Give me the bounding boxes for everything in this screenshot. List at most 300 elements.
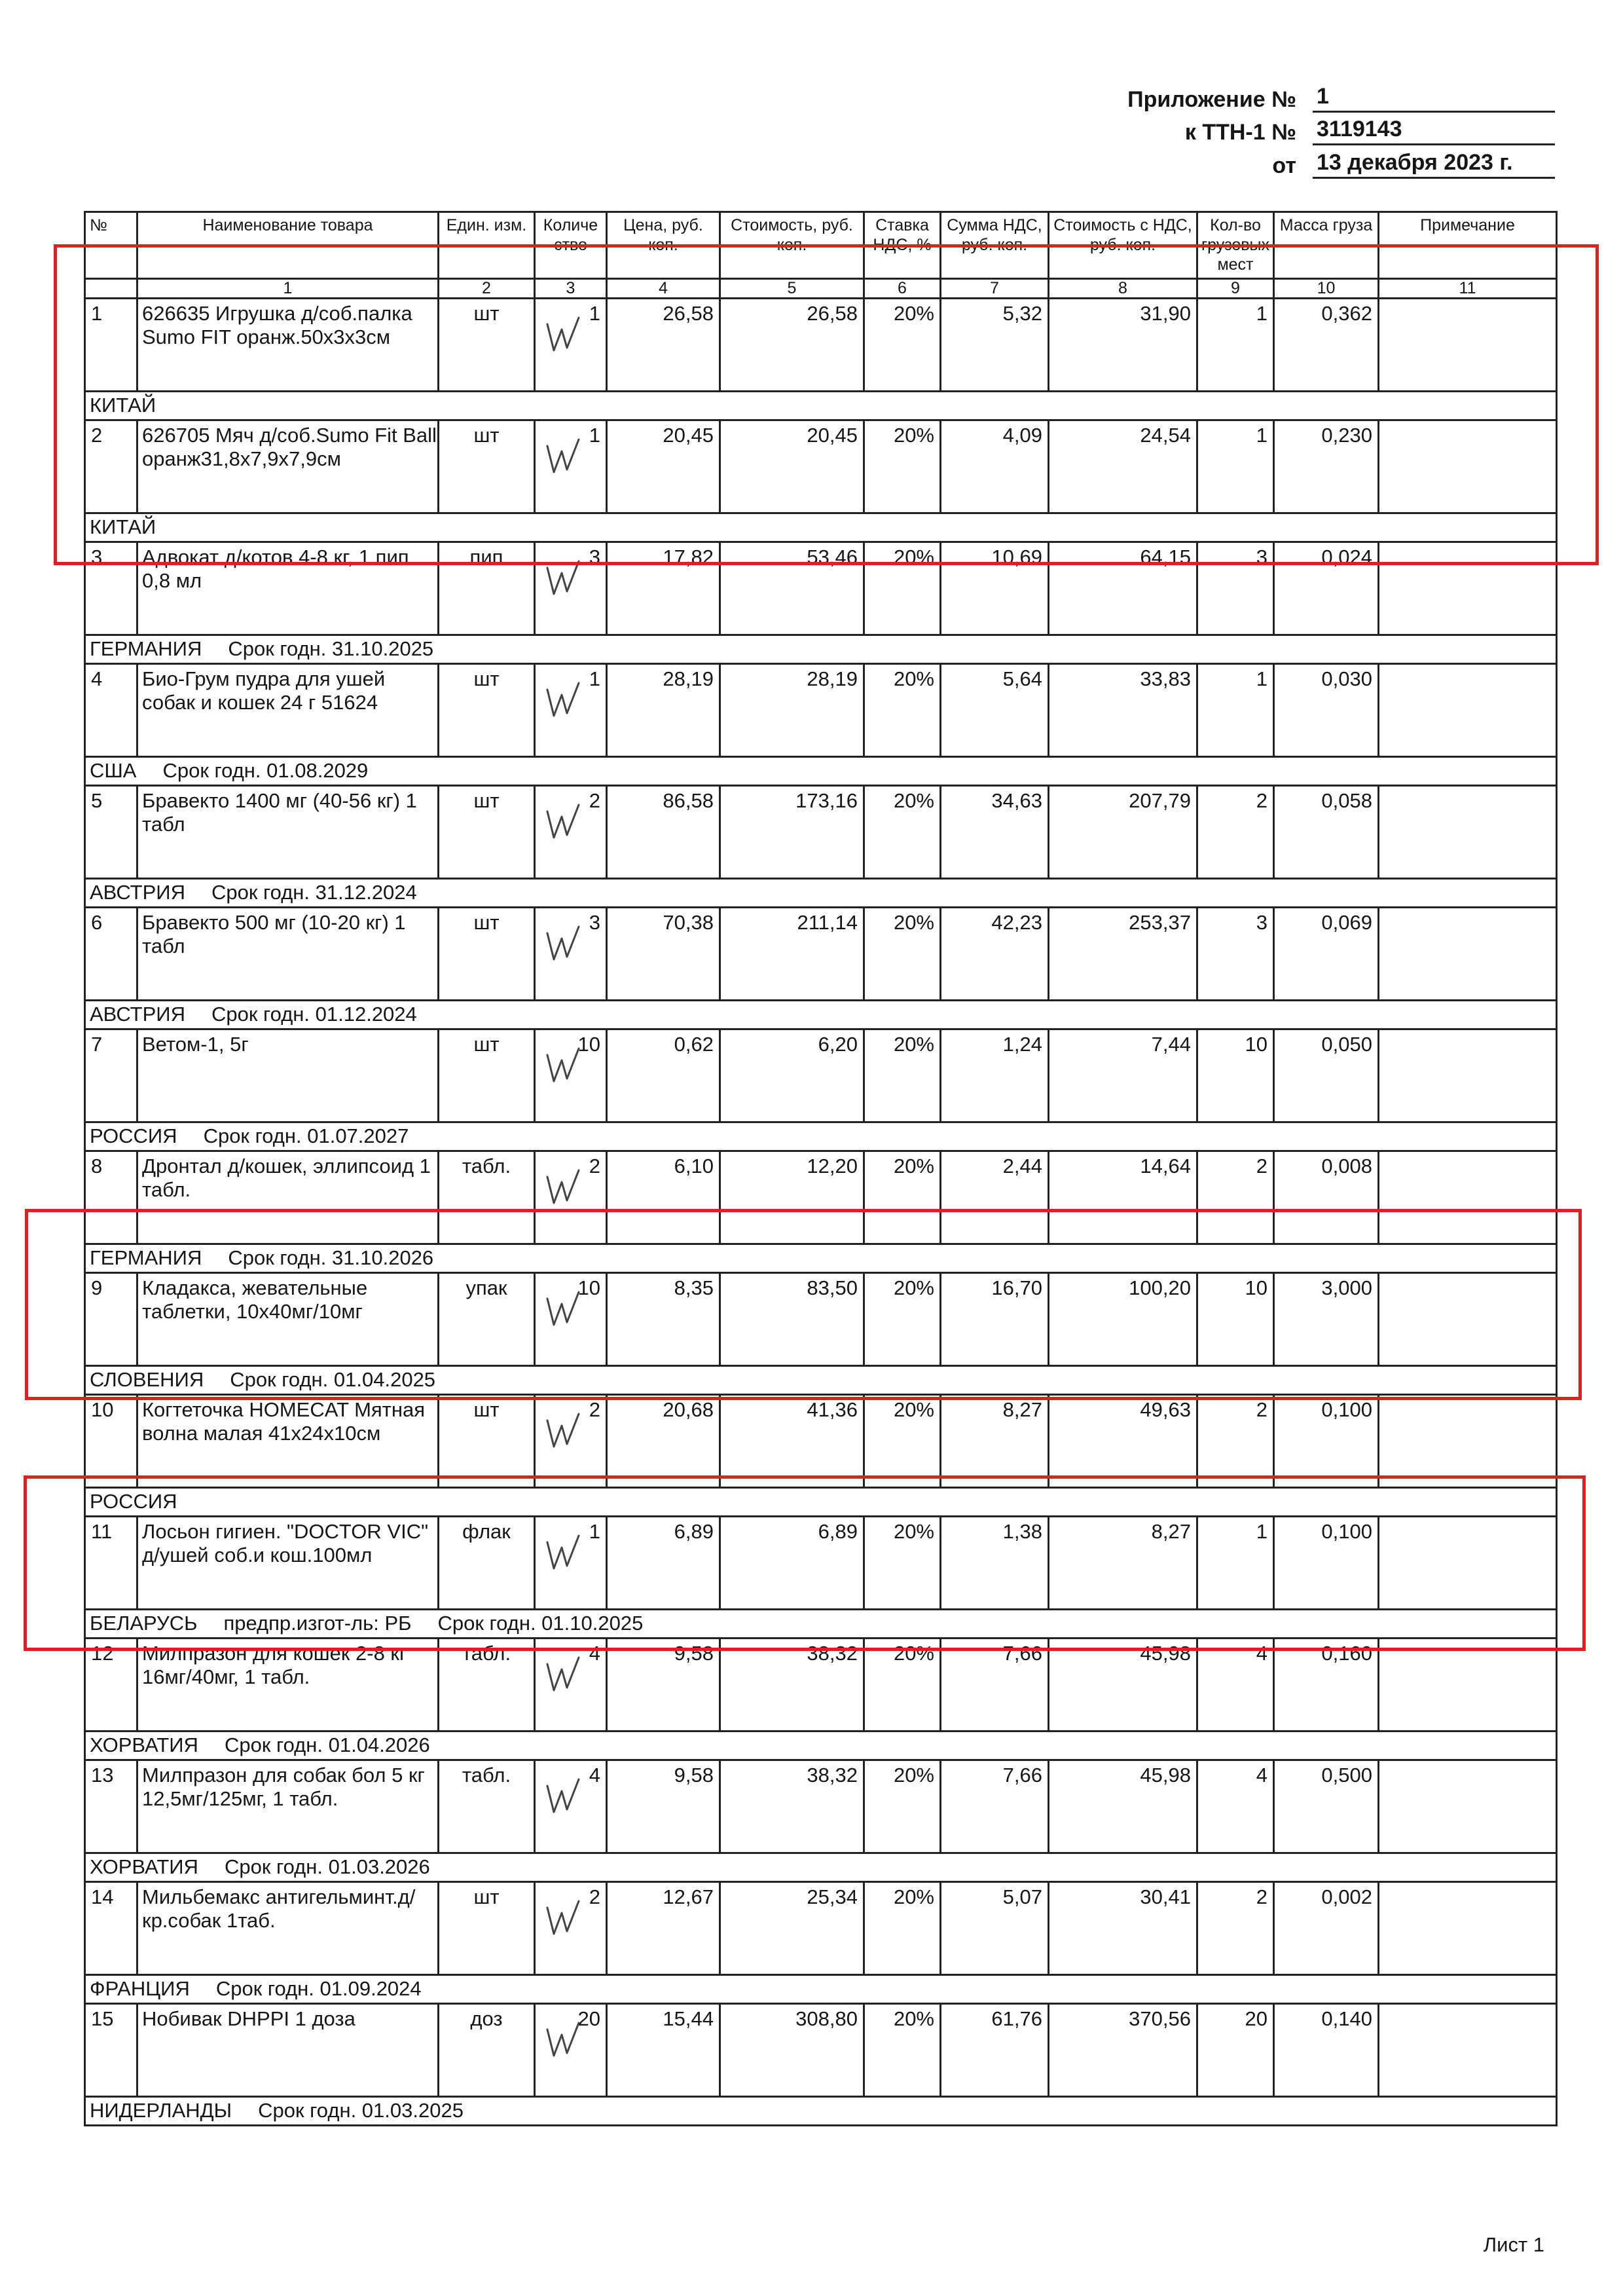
origin-cell <box>85 1975 1557 2004</box>
price-cell <box>607 908 720 1001</box>
product-name: 626635 Игрушка д/соб.палка Sumo FIT оранж.50х3х3см <box>142 302 412 348</box>
note-cell <box>1379 908 1557 1001</box>
vat-rate: 20% <box>893 546 934 568</box>
note-cell <box>1379 1029 1557 1122</box>
vat-rate-cell <box>864 908 941 1001</box>
cargo-places-cell <box>1197 908 1274 1001</box>
quantity-cell <box>535 2004 607 2097</box>
handwritten-check-mark <box>543 921 583 967</box>
origin-cell <box>85 757 1557 786</box>
vat-sum: 1,38 <box>1002 1520 1042 1543</box>
quantity: 4 <box>589 1764 600 1787</box>
cargo-mass-cell <box>1274 1882 1379 1975</box>
col-number: 7 <box>941 279 1049 299</box>
origin-row <box>85 1122 1557 1151</box>
cargo-mass-cell <box>1274 786 1379 879</box>
product-name: Бравекто 1400 мг (40-56 кг) 1 табл <box>142 789 417 836</box>
vat-rate: 20% <box>893 1520 934 1543</box>
row-number: 6 <box>91 911 103 934</box>
total-with-vat: 7,44 <box>1151 1033 1191 1056</box>
cost: 25,34 <box>807 1885 858 1908</box>
vat-rate: 20% <box>893 1155 934 1177</box>
origin-cell <box>85 1122 1557 1151</box>
note-cell <box>1379 1395 1557 1488</box>
expiry-date: Срок годн. 01.12.2024 <box>211 1003 417 1026</box>
total-with-vat-cell <box>1049 1639 1197 1731</box>
country-of-origin: РОССИЯ <box>90 1490 177 1513</box>
handwritten-check-mark <box>543 1043 583 1089</box>
row-number: 9 <box>91 1276 103 1299</box>
expiry-date: Срок годн. 31.10.2025 <box>228 637 434 660</box>
cost-cell <box>720 1882 864 1975</box>
quantity: 10 <box>577 1033 600 1056</box>
cargo-mass: 0,500 <box>1321 1764 1372 1787</box>
total-with-vat-cell <box>1049 908 1197 1001</box>
appendix-label: Приложение № <box>1127 87 1296 112</box>
row-number-cell <box>85 1882 137 1975</box>
vat-rate-cell <box>864 1029 941 1122</box>
cost-cell <box>720 786 864 879</box>
quantity-cell <box>535 1639 607 1731</box>
handwritten-check-mark <box>543 1165 583 1211</box>
cost: 38,32 <box>807 1764 858 1787</box>
unit-cell <box>439 1882 535 1975</box>
quantity-cell <box>535 1029 607 1122</box>
product-name: Лосьон гигиен. "DOCTOR VIC" д/ушей соб.и кош.100мл <box>142 1520 429 1566</box>
price: 28,19 <box>663 667 714 690</box>
col-header: Стоимость с НДС, руб. коп. <box>1049 212 1197 279</box>
origin-cell <box>85 879 1557 908</box>
highlight-box <box>54 244 1599 565</box>
product-name: Милпразон для кошек 2-8 кг 16мг/40мг, 1 табл. <box>142 1642 407 1688</box>
row-number: 11 <box>91 1520 113 1543</box>
quantity: 1 <box>589 302 600 325</box>
cost: 173,16 <box>795 789 858 812</box>
cargo-mass: 0,140 <box>1321 2007 1372 2030</box>
quantity: 3 <box>589 546 600 568</box>
total-with-vat: 64,15 <box>1140 546 1191 568</box>
price: 9,58 <box>674 1642 714 1665</box>
price: 17,82 <box>663 546 714 568</box>
price: 20,68 <box>663 1398 714 1421</box>
col-number: 10 <box>1274 279 1379 299</box>
note-cell <box>1379 1639 1557 1731</box>
vat-rate-cell <box>864 1639 941 1731</box>
origin-row <box>85 1731 1557 1760</box>
cargo-places-cell <box>1197 1760 1274 1853</box>
vat-rate-cell <box>864 1882 941 1975</box>
unit-cell <box>439 1395 535 1488</box>
quantity: 3 <box>589 911 600 934</box>
price-cell <box>607 1029 720 1122</box>
cost: 211,14 <box>797 911 858 934</box>
cost: 12,20 <box>807 1155 858 1177</box>
total-with-vat: 30,41 <box>1140 1885 1191 1908</box>
vat-rate-cell <box>864 664 941 757</box>
vat-sum: 1,24 <box>1002 1033 1042 1056</box>
cargo-places-cell <box>1197 1882 1274 1975</box>
price-cell <box>607 1395 720 1488</box>
row-number: 1 <box>91 302 103 325</box>
note-cell <box>1379 664 1557 757</box>
origin-row <box>85 879 1557 908</box>
unit: шт <box>473 1398 500 1421</box>
col-header: Примечание <box>1379 212 1557 279</box>
price: 9,58 <box>674 1764 714 1787</box>
vat-sum: 7,66 <box>1002 1764 1042 1787</box>
cargo-places-cell <box>1197 1395 1274 1488</box>
unit-cell <box>439 2004 535 2097</box>
col-number: 4 <box>607 279 720 299</box>
table-row <box>85 664 1557 757</box>
expiry-date: Срок годн. 01.08.2029 <box>162 759 369 782</box>
product-name-cell <box>137 664 439 757</box>
cargo-places: 10 <box>1245 1033 1267 1056</box>
vat-rate: 20% <box>893 1398 934 1421</box>
row-number: 3 <box>91 546 103 568</box>
product-name: Бравекто 500 мг (10-20 кг) 1 табл <box>142 911 406 957</box>
row-number: 8 <box>91 1155 103 1177</box>
cost: 26,58 <box>807 302 858 325</box>
col-header: № <box>85 212 137 279</box>
country-of-origin: ХОРВАТИЯ <box>90 1855 198 1878</box>
country-of-origin: ФРАНЦИЯ <box>90 1977 190 2000</box>
price: 6,10 <box>674 1155 714 1177</box>
country-of-origin: АВСТРИЯ <box>90 1003 185 1026</box>
vat-rate: 20% <box>893 1276 934 1299</box>
price-cell <box>607 2004 720 2097</box>
country-of-origin: БЕЛАРУСЬ <box>90 1612 198 1635</box>
cargo-places: 4 <box>1256 1764 1267 1787</box>
ttn-value: 3119143 <box>1313 117 1555 145</box>
col-header: Наименование товара <box>137 212 439 279</box>
product-name: Мильбемакс антигельминт.д/кр.собак 1таб. <box>142 1885 416 1932</box>
cargo-mass: 0,058 <box>1321 789 1372 812</box>
expiry-date: Срок годн. 01.03.2026 <box>224 1855 430 1878</box>
row-number: 4 <box>91 667 103 690</box>
unit-cell <box>439 1639 535 1731</box>
unit-cell <box>439 908 535 1001</box>
total-with-vat: 8,27 <box>1151 1520 1191 1543</box>
total-with-vat-cell <box>1049 664 1197 757</box>
origin-cell <box>85 1853 1557 1882</box>
vat-sum: 5,32 <box>1002 302 1042 325</box>
cargo-mass: 0,160 <box>1321 1642 1372 1665</box>
vat-rate: 20% <box>893 1885 934 1908</box>
cargo-mass: 0,002 <box>1321 1885 1372 1908</box>
cargo-mass: 0,024 <box>1321 546 1372 568</box>
vat-rate: 20% <box>893 1033 934 1056</box>
handwritten-check-mark <box>543 678 583 724</box>
unit: флак <box>462 1520 511 1543</box>
quantity-cell <box>535 664 607 757</box>
col-number: 8 <box>1049 279 1197 299</box>
cost-cell <box>720 2004 864 2097</box>
cargo-mass-cell <box>1274 1395 1379 1488</box>
cost-cell <box>720 1395 864 1488</box>
product-name-cell <box>137 1882 439 1975</box>
row-number-cell <box>85 2004 137 2097</box>
product-name: Био-Грум пудра для ушей собак и кошек 24 г 51624 <box>142 667 386 714</box>
row-number-cell <box>85 1639 137 1731</box>
col-header: Един. изм. <box>439 212 535 279</box>
handwritten-check-mark <box>543 1409 583 1454</box>
row-number-cell <box>85 1760 137 1853</box>
cargo-places: 3 <box>1256 546 1267 568</box>
vat-sum-cell <box>941 1639 1049 1731</box>
quantity: 2 <box>589 1885 600 1908</box>
ttn-label: к ТТН-1 № <box>1184 120 1296 145</box>
row-number: 5 <box>91 789 103 812</box>
quantity: 1 <box>589 1520 600 1543</box>
quantity-cell <box>535 1882 607 1975</box>
cargo-mass: 0,069 <box>1321 911 1372 934</box>
vat-sum: 7,66 <box>1002 1642 1042 1665</box>
cost-cell <box>720 908 864 1001</box>
col-number: 1 <box>137 279 439 299</box>
unit: шт <box>473 1885 500 1908</box>
row-number-cell <box>85 1029 137 1122</box>
cost: 28,19 <box>807 667 858 690</box>
country-of-origin: НИДЕРЛАНДЫ <box>90 2099 232 2122</box>
vat-sum-cell <box>941 908 1049 1001</box>
country-of-origin: РОССИЯ <box>90 1124 177 1147</box>
col-header: Кол-во грузовых мест <box>1197 212 1274 279</box>
expiry-date: Срок годн. 01.09.2024 <box>215 1977 422 2000</box>
quantity-cell <box>535 786 607 879</box>
cargo-mass: 0,230 <box>1321 424 1372 447</box>
vat-rate-cell <box>864 786 941 879</box>
cargo-mass-cell <box>1274 664 1379 757</box>
vat-rate: 20% <box>893 789 934 812</box>
country-of-origin: СЛОВЕНИЯ <box>90 1368 204 1391</box>
unit: шт <box>473 789 500 812</box>
expiry-date: Срок годн. 01.10.2025 <box>437 1612 644 1635</box>
vat-sum-cell <box>941 1760 1049 1853</box>
vat-rate: 20% <box>893 2007 934 2030</box>
table-row <box>85 1760 1557 1853</box>
origin-row <box>85 1001 1557 1029</box>
cargo-places: 20 <box>1245 2007 1267 2030</box>
table-row <box>85 1882 1557 1975</box>
row-number: 12 <box>91 1642 114 1665</box>
unit-cell <box>439 1760 535 1853</box>
unit: табл. <box>462 1642 511 1665</box>
quantity-cell <box>535 1395 607 1488</box>
unit: табл. <box>462 1764 511 1787</box>
product-name-cell <box>137 1029 439 1122</box>
vat-rate-cell <box>864 1395 941 1488</box>
vat-rate: 20% <box>893 1642 934 1665</box>
cost: 20,45 <box>807 424 858 447</box>
cost-cell <box>720 1639 864 1731</box>
origin-row <box>85 1975 1557 2004</box>
unit: шт <box>473 424 500 447</box>
cargo-places-cell <box>1197 2004 1274 2097</box>
cost: 41,36 <box>807 1398 858 1421</box>
price-cell <box>607 1639 720 1731</box>
cost: 53,46 <box>807 546 858 568</box>
product-name: Дронтал д/кошек, эллипсоид 1 табл. <box>142 1155 431 1201</box>
quantity: 2 <box>589 1398 600 1421</box>
manufacturer-note: предпр.изгот-ль: РБ <box>223 1612 412 1635</box>
quantity: 1 <box>589 424 600 447</box>
total-with-vat: 45,98 <box>1140 1642 1191 1665</box>
cargo-mass-cell <box>1274 1029 1379 1122</box>
note-cell <box>1379 786 1557 879</box>
country-of-origin: КИТАЙ <box>90 394 156 417</box>
row-number-cell <box>85 664 137 757</box>
country-of-origin: ГЕРМАНИЯ <box>90 637 202 660</box>
cargo-mass-cell <box>1274 1639 1379 1731</box>
product-name-cell <box>137 1639 439 1731</box>
cost-cell <box>720 1029 864 1122</box>
total-with-vat: 370,56 <box>1129 2007 1191 2030</box>
unit: шт <box>473 1033 500 1056</box>
col-number: 2 <box>439 279 535 299</box>
quantity: 1 <box>589 667 600 690</box>
expiry-date: Срок годн. 01.04.2026 <box>224 1733 430 1756</box>
cost: 6,20 <box>818 1033 858 1056</box>
price: 8,35 <box>674 1276 714 1299</box>
vat-sum-cell <box>941 664 1049 757</box>
cargo-mass: 0,008 <box>1321 1155 1372 1177</box>
vat-sum: 5,64 <box>1002 667 1042 690</box>
product-name: Нобивак DHPPI 1 доза <box>142 2007 356 2030</box>
expiry-date: Срок годн. 31.10.2026 <box>228 1246 434 1269</box>
total-with-vat-cell <box>1049 2004 1197 2097</box>
origin-cell <box>85 1001 1557 1029</box>
unit-cell <box>439 1029 535 1122</box>
col-number: 3 <box>535 279 607 299</box>
col-header: Масса груза <box>1274 212 1379 279</box>
cargo-mass: 0,050 <box>1321 1033 1372 1056</box>
quantity-cell <box>535 908 607 1001</box>
col-header: Стоимость, руб. коп. <box>720 212 864 279</box>
unit-cell <box>439 786 535 879</box>
total-with-vat-cell <box>1049 1395 1197 1488</box>
unit: шт <box>473 302 500 325</box>
table-row <box>85 2004 1557 2097</box>
vat-sum-cell <box>941 786 1049 879</box>
price-cell <box>607 1882 720 1975</box>
vat-sum: 34,63 <box>991 789 1042 812</box>
note-cell <box>1379 2004 1557 2097</box>
product-name: Ветом-1, 5г <box>142 1033 249 1056</box>
cost-cell <box>720 1760 864 1853</box>
cargo-places: 2 <box>1256 1155 1267 1177</box>
expiry-date: Срок годн. 31.12.2024 <box>211 881 417 904</box>
country-of-origin: США <box>90 759 137 782</box>
cargo-places-cell <box>1197 1029 1274 1122</box>
price: 26,58 <box>663 302 714 325</box>
quantity: 4 <box>589 1642 600 1665</box>
cargo-places-cell <box>1197 786 1274 879</box>
sheet-number: Лист 1 <box>1483 2233 1544 2256</box>
col-header: Ставка НДС, % <box>864 212 941 279</box>
cargo-places: 1 <box>1256 302 1267 325</box>
product-name-cell <box>137 2004 439 2097</box>
total-with-vat: 207,79 <box>1129 789 1191 812</box>
total-with-vat: 45,98 <box>1140 1764 1191 1787</box>
vat-rate-cell <box>864 2004 941 2097</box>
origin-cell <box>85 1731 1557 1760</box>
product-name-cell <box>137 1395 439 1488</box>
unit: пип <box>469 546 503 568</box>
unit: шт <box>473 667 500 690</box>
row-number: 14 <box>91 1885 114 1908</box>
date-value: 13 декабря 2023 г. <box>1313 150 1555 179</box>
cargo-mass: 0,362 <box>1321 302 1372 325</box>
col-header: Цена, руб. коп. <box>607 212 720 279</box>
col-number: 6 <box>864 279 941 299</box>
vat-sum: 16,70 <box>991 1276 1042 1299</box>
origin-row <box>85 757 1557 786</box>
country-of-origin: ХОРВАТИЯ <box>90 1733 198 1756</box>
vat-sum: 8,27 <box>1002 1398 1042 1421</box>
cargo-mass: 0,100 <box>1321 1398 1372 1421</box>
total-with-vat-cell <box>1049 1029 1197 1122</box>
unit: упак <box>465 1276 507 1299</box>
cargo-places: 4 <box>1256 1642 1267 1665</box>
vat-sum-cell <box>941 1029 1049 1122</box>
total-with-vat: 14,64 <box>1140 1155 1191 1177</box>
quantity: 20 <box>577 2007 600 2030</box>
cost: 6,89 <box>818 1520 858 1543</box>
vat-sum: 61,76 <box>991 2007 1042 2030</box>
vat-rate: 20% <box>893 911 934 934</box>
col-header: Сумма НДС, руб. коп. <box>941 212 1049 279</box>
col-header: Количе ство <box>535 212 607 279</box>
country-of-origin: ГЕРМАНИЯ <box>90 1246 202 1269</box>
handwritten-check-mark <box>543 1774 583 1820</box>
note-cell <box>1379 1882 1557 1975</box>
quantity: 10 <box>577 1276 600 1299</box>
price: 6,89 <box>674 1520 714 1543</box>
price: 20,45 <box>663 424 714 447</box>
origin-row <box>85 1853 1557 1882</box>
highlight-box <box>25 1209 1582 1400</box>
cost: 38,32 <box>807 1642 858 1665</box>
cost: 308,80 <box>795 2007 858 2030</box>
table-row <box>85 908 1557 1001</box>
row-number: 10 <box>91 1398 114 1421</box>
price: 15,44 <box>663 2007 714 2030</box>
country-of-origin: АВСТРИЯ <box>90 881 185 904</box>
product-name-cell <box>137 786 439 879</box>
vat-rate: 20% <box>893 302 934 325</box>
cargo-places: 3 <box>1256 911 1267 934</box>
cost: 83,50 <box>807 1276 858 1299</box>
row-number: 2 <box>91 424 103 447</box>
total-with-vat: 253,37 <box>1129 911 1191 934</box>
total-with-vat-cell <box>1049 1760 1197 1853</box>
row-number: 15 <box>91 2007 114 2030</box>
country-of-origin: КИТАЙ <box>90 515 156 538</box>
total-with-vat: 24,54 <box>1140 424 1191 447</box>
origin-cell <box>85 2097 1557 2126</box>
table-row <box>85 1639 1557 1731</box>
total-with-vat: 33,83 <box>1140 667 1191 690</box>
product-name-cell <box>137 1760 439 1853</box>
price: 86,58 <box>663 789 714 812</box>
quantity: 2 <box>589 789 600 812</box>
cargo-places: 10 <box>1245 1276 1267 1299</box>
row-number-cell <box>85 908 137 1001</box>
price-cell <box>607 786 720 879</box>
cargo-places-cell <box>1197 1639 1274 1731</box>
vat-rate: 20% <box>893 1764 934 1787</box>
